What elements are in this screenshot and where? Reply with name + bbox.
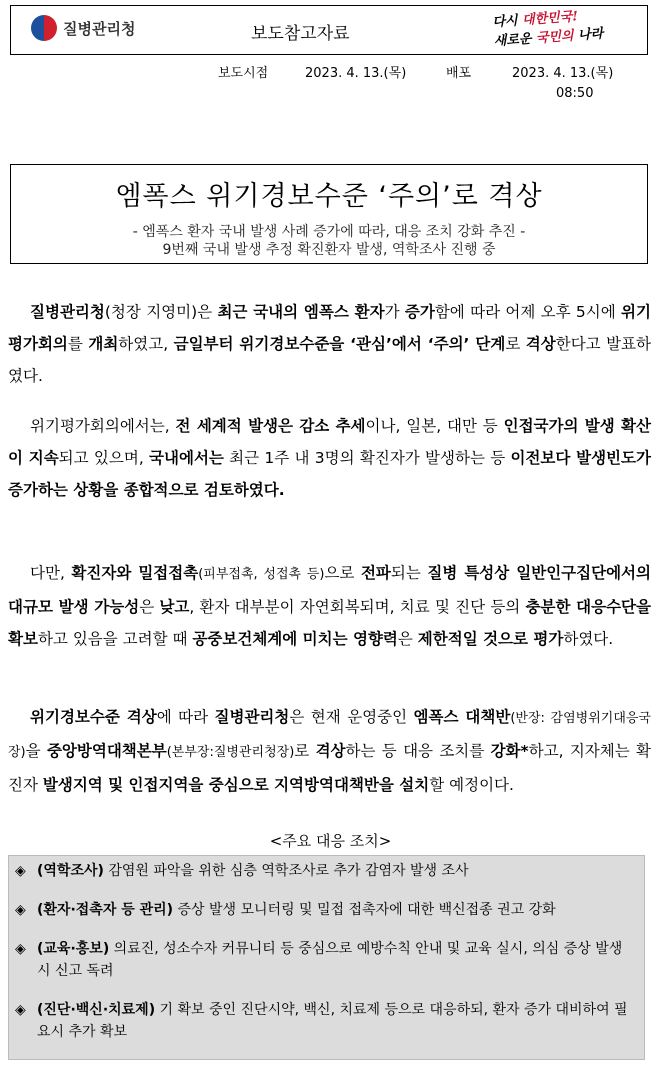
list-item	[15, 999, 638, 1043]
text: 최근 1주 내 3명의 확진자가 발생하는 등	[223, 449, 511, 467]
distribute-date: 2023. 4. 13.(목)	[512, 66, 614, 81]
bold-text: 전파	[360, 564, 391, 582]
release-label: 보도시점	[218, 66, 269, 81]
text: 다만,	[30, 564, 72, 582]
measure-label: (교육·홍보)	[37, 941, 110, 957]
text: (본부장:질병관리청장)	[166, 745, 295, 760]
text: 하는 등 대응 조치를	[345, 742, 491, 760]
bold-text: 국내에서는	[149, 449, 224, 467]
text: (피부접촉, 성접촉 등)	[198, 567, 325, 582]
slogan-text: 다시	[491, 13, 523, 31]
text: (청장 지영미)은	[104, 303, 218, 321]
bold-text: 인접국가의 발생 확산이 지속	[8, 417, 651, 467]
text: 를	[67, 335, 89, 353]
text: 하고 있음을 고려할 때	[37, 630, 193, 648]
text: 은 현재 운영중인	[289, 708, 414, 726]
document-type: 보도참고자료	[251, 24, 350, 44]
slogan-text: 국민의	[535, 28, 575, 47]
diamond-bullet-icon: ◈	[15, 863, 26, 879]
text: 위기평가회의에서는,	[30, 417, 176, 435]
bold-text: 개최	[88, 335, 119, 353]
paragraph-2	[8, 410, 651, 506]
measure-label: (역학조사)	[37, 863, 104, 879]
page-title: 엠폭스 위기경보수준 ‘주의’로 격상	[115, 181, 543, 212]
bold-text: 엠폭스 대책반	[413, 708, 511, 726]
distribute-time: 08:50	[556, 86, 594, 101]
header-box	[10, 5, 648, 55]
paragraph-1	[8, 296, 651, 392]
diamond-bullet-icon: ◈	[15, 1002, 26, 1018]
paragraph-3	[8, 557, 651, 655]
measure-text: 증상 발생 모니터링 및 밀접 접촉자에 대한 백신접종 권고 강화	[173, 902, 556, 918]
paragraph-4	[8, 701, 651, 801]
bold-text: 질병 특성상 일반인구집단에서의 대규모 발생 가능성	[8, 564, 652, 616]
list-item	[15, 938, 638, 982]
subtitle-line: - 엠폭스 환자 국내 발생 사례 증가에 따라, 대응 조치 강화 추진 -	[132, 224, 526, 240]
text: 로	[294, 742, 316, 760]
bold-text: 격상	[525, 335, 556, 353]
text: 할 예정이다.	[429, 776, 514, 794]
taeguk-emblem-icon	[31, 15, 57, 41]
measure-text: 의료진, 성소수자 커뮤니티 등 중심으로 예방수칙 안내 및 교육 실시, 의심 증상 발생 시 신고 독려	[37, 941, 623, 979]
text: 하였다.	[563, 630, 614, 648]
release-date: 2023. 4. 13.(목)	[305, 66, 407, 81]
measure-text: 기 확보 중인 진단시약, 백신, 치료제 등으로 대응하되, 환자 증가 대비하여 필요시 추가 확보	[37, 1002, 628, 1040]
bold-text: 질병관리청	[214, 708, 290, 726]
diamond-bullet-icon: ◈	[15, 902, 26, 918]
government-slogan	[492, 3, 644, 51]
distribute-label: 배포	[446, 66, 472, 81]
title-box	[10, 164, 648, 264]
measure-text: 감염원 파악을 위한 심층 역학조사로 추가 감염자 발생 조사	[103, 863, 469, 879]
measures-box	[8, 855, 645, 1060]
bold-text: 제한적일 것으로 평가	[417, 630, 564, 648]
diamond-bullet-icon: ◈	[15, 941, 26, 957]
bold-text: 발생지역 및 인접지역을 중심으로 지역방역대책반을 설치	[42, 776, 430, 794]
text: 에 따라	[156, 708, 215, 726]
measure-label: (환자·접촉자 등 관리)	[37, 902, 174, 918]
agency-logo	[31, 15, 135, 41]
text: 되고 있으며,	[58, 449, 150, 467]
text: 가	[384, 303, 405, 321]
bold-text: 확진자와 밀접접촉	[71, 564, 199, 582]
bold-text: 이전보다 발생빈도가 증가하는 상황을 종합적으로 검토하였다.	[8, 449, 651, 499]
bold-text: 공중보건체계에 미치는 영향력	[192, 630, 398, 648]
bold-text: 충분한 대응수단을 확보	[8, 598, 651, 648]
text: 은	[397, 630, 418, 648]
text: (반장: 감염병위기대응국장)	[8, 711, 651, 760]
bold-text: 격상	[315, 742, 346, 760]
measure-label: (진단·백신·치료제)	[37, 1002, 156, 1018]
text: , 환자 대부분이 자연회복되며, 치료 및 진단 등의	[189, 598, 526, 616]
slogan-text: 새로운	[493, 31, 537, 50]
measures-heading: <주요 대응 조치>	[269, 832, 392, 850]
bold-text: 금일부터 위기경보수준을 ‘관심’에서 ‘주의’ 단계	[173, 335, 506, 353]
text: 하고, 지자체는 확진자	[8, 742, 652, 794]
text: 한다고 발표하였다.	[8, 335, 652, 385]
text: 로	[505, 335, 526, 353]
list-item	[15, 899, 638, 921]
text: 함에 따라 어제 오후 5시에	[434, 303, 622, 321]
bold-text: 낮고	[159, 598, 190, 616]
bold-text: 위기평가회의	[8, 303, 651, 353]
text: 으로	[324, 564, 361, 582]
text: 을	[25, 742, 47, 760]
bold-text: 전 세계적 발생은 감소 추세	[175, 417, 366, 435]
text: 하였고,	[118, 335, 174, 353]
bold-text: 최근 국내의 엠폭스 환자	[217, 303, 385, 321]
slogan-text: 대한민국!	[521, 9, 579, 29]
text: 은	[139, 598, 160, 616]
agency-name: 질병관리청	[63, 19, 136, 38]
bold-text: 질병관리청	[30, 303, 105, 321]
bold-text: 중앙방역대책본부	[46, 742, 167, 760]
text: 되는	[390, 564, 428, 582]
text: 이나, 일본, 대만 등	[365, 417, 504, 435]
subtitle-line: 9번째 국내 발생 추정 확진환자 발생, 역학조사 진행 중	[162, 242, 496, 258]
list-item	[15, 860, 638, 882]
slogan-text: 나라	[573, 26, 604, 44]
bold-text: 위기경보수준 격상	[30, 708, 157, 726]
bold-text: 증가	[404, 303, 435, 321]
bold-text: 강화*	[490, 742, 529, 760]
